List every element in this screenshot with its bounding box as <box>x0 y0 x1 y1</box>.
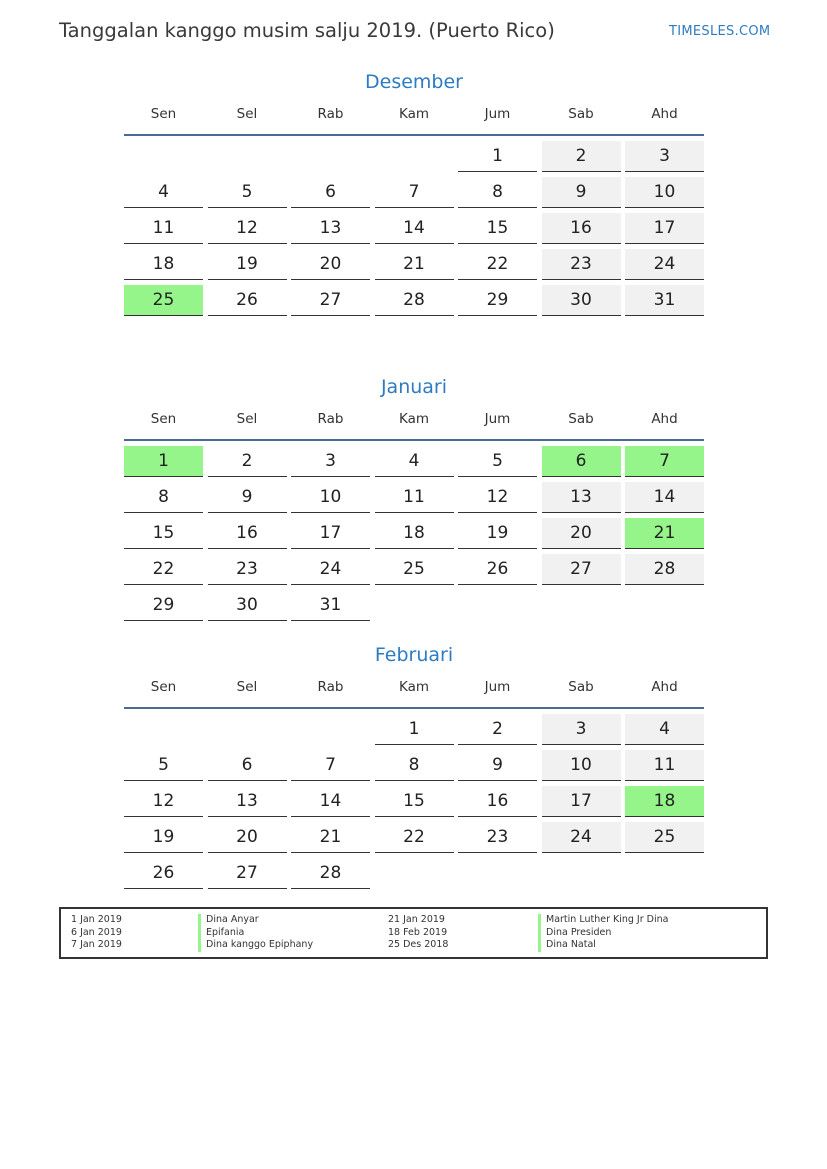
day-cell: 9 <box>458 750 537 781</box>
legend-dates-left <box>71 914 122 952</box>
weekday-label: Kam <box>398 679 430 695</box>
legend-date: 21 Jan 2019 <box>388 914 445 925</box>
day-cell: 20 <box>208 822 287 853</box>
day-cell: 6 <box>291 177 370 208</box>
month-block-january <box>124 373 704 625</box>
legend-date: 1 Jan 2019 <box>71 914 122 925</box>
day-cell: 3 <box>291 446 370 477</box>
day-cell: 2 <box>458 714 537 745</box>
day-cell: 9 <box>208 482 287 513</box>
day-cell: 8 <box>375 750 454 781</box>
page-title: Tanggalan kanggo musim salju 2019. (Puerto Rico) <box>59 19 555 42</box>
legend-date: 7 Jan 2019 <box>71 939 122 950</box>
day-cell-holiday: 18 <box>625 786 704 817</box>
day-cell-holiday: 21 <box>625 518 704 549</box>
day-cell: 12 <box>124 786 203 817</box>
day-cell: 14 <box>375 213 454 244</box>
day-cell: 17 <box>542 786 621 817</box>
day-cell: 23 <box>542 249 621 280</box>
day-cell: 9 <box>542 177 621 208</box>
day-cell: 26 <box>124 858 203 889</box>
day-cell: 4 <box>124 177 203 208</box>
day-cell: 28 <box>625 554 704 585</box>
legend-holiday-name: Dina Presiden <box>538 927 668 940</box>
day-cell: 23 <box>458 822 537 853</box>
day-cell: 29 <box>458 285 537 316</box>
weekday-label: Rab <box>317 679 344 695</box>
weekday-label: Jum <box>484 106 511 122</box>
weekday-label: Sel <box>236 679 258 695</box>
weekday-label: Jum <box>484 679 511 695</box>
day-cell: 28 <box>291 858 370 889</box>
day-grid <box>124 136 704 320</box>
legend-date: 25 Des 2018 <box>388 939 449 950</box>
weekday-label: Jum <box>484 411 511 427</box>
day-cell: 29 <box>124 590 203 621</box>
day-cell: 7 <box>375 177 454 208</box>
day-cell: 5 <box>208 177 287 208</box>
day-cell: 12 <box>458 482 537 513</box>
weekday-label: Sel <box>236 411 258 427</box>
day-cell: 3 <box>625 141 704 172</box>
day-cell: 13 <box>208 786 287 817</box>
site-brand-link[interactable]: TIMESLES.COM <box>669 24 771 39</box>
day-cell: 31 <box>625 285 704 316</box>
day-cell: 25 <box>375 554 454 585</box>
day-cell: 31 <box>291 590 370 621</box>
month-title: Januari <box>380 376 448 398</box>
day-cell: 14 <box>625 482 704 513</box>
day-cell: 5 <box>124 750 203 781</box>
day-cell-holiday: 25 <box>124 285 203 316</box>
day-cell: 16 <box>458 786 537 817</box>
day-cell: 8 <box>458 177 537 208</box>
weekday-label: Sab <box>568 106 594 122</box>
weekday-label: Sen <box>150 106 177 122</box>
day-cell: 1 <box>375 714 454 745</box>
day-cell: 24 <box>625 249 704 280</box>
day-cell-holiday: 7 <box>625 446 704 477</box>
day-cell: 4 <box>625 714 704 745</box>
day-cell: 13 <box>542 482 621 513</box>
day-cell: 18 <box>124 249 203 280</box>
weekday-label: Sab <box>568 679 594 695</box>
day-cell: 24 <box>291 554 370 585</box>
day-cell-holiday: 1 <box>124 446 203 477</box>
day-cell: 16 <box>542 213 621 244</box>
day-grid <box>124 709 704 893</box>
legend-holiday-name: Dina kanggo Epiphany <box>198 939 313 952</box>
weekday-header-row <box>124 96 704 136</box>
weekday-label: Sen <box>150 411 177 427</box>
day-cell: 30 <box>208 590 287 621</box>
day-cell: 22 <box>458 249 537 280</box>
legend-date: 6 Jan 2019 <box>71 926 122 938</box>
weekday-label: Sab <box>568 411 594 427</box>
day-cell: 27 <box>208 858 287 889</box>
day-cell: 15 <box>458 213 537 244</box>
month-title: Februari <box>374 644 454 666</box>
legend-dates-right <box>388 914 448 952</box>
day-cell: 23 <box>208 554 287 585</box>
day-cell: 24 <box>542 822 621 853</box>
day-cell: 25 <box>625 822 704 853</box>
weekday-label: Ahd <box>651 679 678 695</box>
day-cell: 6 <box>208 750 287 781</box>
legend-holiday-name: Epifania <box>198 927 313 940</box>
legend-holiday-name: Martin Luther King Jr Dina <box>538 914 668 927</box>
day-cell: 20 <box>542 518 621 549</box>
month-block-december <box>124 68 704 320</box>
holiday-legend <box>59 907 768 959</box>
day-cell: 26 <box>208 285 287 316</box>
legend-holiday-name: Dina Natal <box>538 939 668 952</box>
day-cell: 14 <box>291 786 370 817</box>
day-cell: 11 <box>124 213 203 244</box>
day-cell: 11 <box>375 482 454 513</box>
weekday-label: Kam <box>398 106 430 122</box>
day-cell: 13 <box>291 213 370 244</box>
day-cell: 21 <box>291 822 370 853</box>
day-cell: 28 <box>375 285 454 316</box>
day-cell: 19 <box>208 249 287 280</box>
day-cell: 20 <box>291 249 370 280</box>
day-cell: 12 <box>208 213 287 244</box>
day-cell: 11 <box>625 750 704 781</box>
day-cell: 18 <box>375 518 454 549</box>
day-cell: 10 <box>542 750 621 781</box>
day-cell-holiday: 6 <box>542 446 621 477</box>
day-cell: 3 <box>542 714 621 745</box>
weekday-label: Kam <box>398 411 430 427</box>
legend-date: 18 Feb 2019 <box>388 926 448 938</box>
weekday-header-row <box>124 401 704 441</box>
legend-names-left <box>198 914 313 952</box>
day-cell: 22 <box>375 822 454 853</box>
day-cell: 27 <box>291 285 370 316</box>
weekday-label: Sel <box>236 106 258 122</box>
legend-names-right <box>538 914 668 952</box>
day-cell: 4 <box>375 446 454 477</box>
day-cell: 5 <box>458 446 537 477</box>
day-cell: 17 <box>291 518 370 549</box>
day-cell: 1 <box>458 141 537 172</box>
day-cell: 2 <box>208 446 287 477</box>
legend-holiday-name: Dina Anyar <box>198 914 313 927</box>
weekday-label: Ahd <box>651 106 678 122</box>
day-cell: 10 <box>625 177 704 208</box>
month-block-february <box>124 641 704 893</box>
day-cell: 2 <box>542 141 621 172</box>
weekday-label: Rab <box>317 411 344 427</box>
day-cell: 30 <box>542 285 621 316</box>
day-cell: 26 <box>458 554 537 585</box>
day-cell: 15 <box>124 518 203 549</box>
day-cell: 7 <box>291 750 370 781</box>
day-cell: 10 <box>291 482 370 513</box>
day-cell: 19 <box>458 518 537 549</box>
weekday-label: Sen <box>150 679 177 695</box>
day-cell: 27 <box>542 554 621 585</box>
day-cell: 8 <box>124 482 203 513</box>
day-cell: 19 <box>124 822 203 853</box>
weekday-header-row <box>124 669 704 709</box>
day-cell: 22 <box>124 554 203 585</box>
month-title: Desember <box>365 71 463 93</box>
day-cell: 16 <box>208 518 287 549</box>
day-cell: 21 <box>375 249 454 280</box>
weekday-label: Ahd <box>651 411 678 427</box>
weekday-label: Rab <box>317 106 344 122</box>
day-cell: 15 <box>375 786 454 817</box>
day-cell: 17 <box>625 213 704 244</box>
day-grid <box>124 441 704 625</box>
